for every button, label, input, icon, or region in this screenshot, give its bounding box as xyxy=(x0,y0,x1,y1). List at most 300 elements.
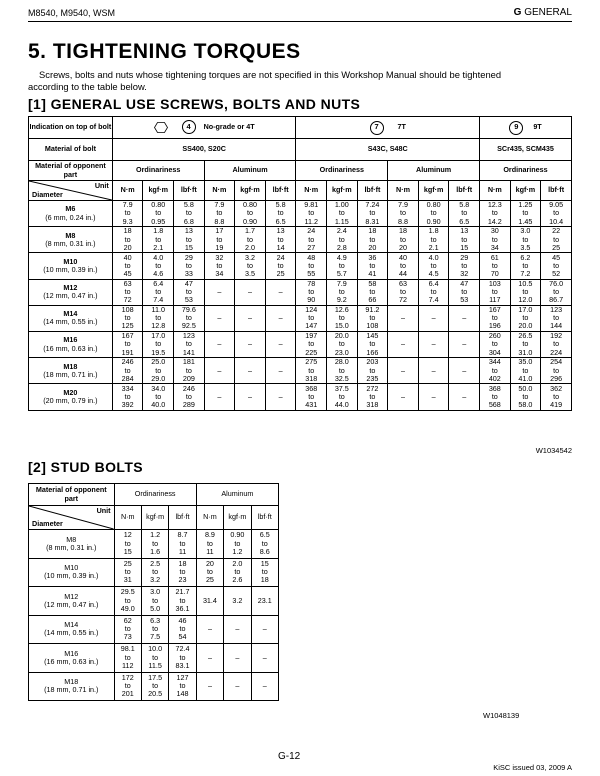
range-max: 1.6 xyxy=(150,546,161,556)
torque-cell: – xyxy=(265,384,296,410)
range-to: to xyxy=(553,391,560,401)
table-row xyxy=(29,587,279,616)
torque-cell xyxy=(388,279,419,305)
range-to: to xyxy=(400,208,407,218)
range-max: 5.0 xyxy=(150,603,161,613)
table-row xyxy=(29,305,572,331)
torque-cell xyxy=(114,644,141,673)
range-to: to xyxy=(491,287,498,297)
range-min: 17.0 xyxy=(518,305,533,315)
range-to: to xyxy=(124,652,131,662)
range-min: 40 xyxy=(399,252,408,262)
torque-cell: – xyxy=(224,672,251,701)
size-cell xyxy=(29,558,115,587)
torque-cell xyxy=(296,279,327,305)
range-to: to xyxy=(522,339,529,349)
range-to: to xyxy=(277,260,284,270)
range-to: to xyxy=(124,595,131,605)
chapter-header xyxy=(514,7,572,18)
range-min: 29 xyxy=(460,252,469,262)
range-to: to xyxy=(185,339,192,349)
range-min: 50.0 xyxy=(518,383,533,393)
range-to: to xyxy=(522,234,529,244)
range-min: 2.4 xyxy=(336,226,347,236)
range-min: 1.8 xyxy=(428,226,439,236)
range-max: 72 xyxy=(123,295,132,305)
table-row xyxy=(29,530,279,559)
size-label: M12 xyxy=(64,591,79,601)
torque-cell xyxy=(541,253,572,279)
range-min: 1.25 xyxy=(518,200,533,210)
hexagon-plain-icon xyxy=(154,122,168,133)
range-to: to xyxy=(369,287,376,297)
torque-cell: – xyxy=(196,615,223,644)
range-min: 11.0 xyxy=(151,305,165,315)
torque-cell xyxy=(541,279,572,305)
range-to: to xyxy=(338,260,345,270)
range-to: to xyxy=(553,365,560,375)
range-max: 166 xyxy=(366,347,379,357)
range-to: to xyxy=(185,365,192,375)
table-row xyxy=(29,279,572,305)
stud-unit-row xyxy=(29,506,279,530)
range-min: 272 xyxy=(366,383,379,393)
range-max: 41.0 xyxy=(518,373,533,383)
torque-cell xyxy=(510,279,541,305)
range-max: 72 xyxy=(399,295,408,305)
range-min: 91.2 xyxy=(365,305,380,315)
unit-lbfft: lbf·ft xyxy=(251,506,278,530)
range-to: to xyxy=(369,260,376,270)
range-min: 18 xyxy=(123,226,132,236)
opponent-material-row xyxy=(29,161,572,181)
range-to: to xyxy=(124,681,131,691)
range-max: 419 xyxy=(550,400,563,409)
range-max: 8.8 xyxy=(398,216,409,226)
range-max: 23 xyxy=(178,575,187,585)
size-desc: (10 mm, 0.39 in.) xyxy=(43,264,98,274)
range-min: 9.05 xyxy=(549,200,564,210)
range-max: 90 xyxy=(307,295,316,305)
range-min: 32 xyxy=(215,252,224,262)
torque-cell: – xyxy=(196,644,223,673)
range-min: 4.0 xyxy=(428,252,439,262)
range-to: to xyxy=(124,208,131,218)
opponent-label: Material of opponent part xyxy=(29,161,113,181)
range-to: to xyxy=(308,339,315,349)
torque-cell: – xyxy=(196,672,223,701)
range-min: 7.9 xyxy=(336,278,347,288)
unit-lbfft: lbf·ft xyxy=(174,181,205,201)
torque-cell: – xyxy=(251,644,278,673)
range-to: to xyxy=(277,208,284,218)
range-min: 13 xyxy=(276,226,285,236)
range-to: to xyxy=(185,260,192,270)
range-max: 8.31 xyxy=(365,216,380,226)
range-to: to xyxy=(553,208,560,218)
range-min: 7.9 xyxy=(398,200,409,210)
torque-cell xyxy=(235,253,266,279)
opponent-ordinariness: Ordinariness xyxy=(112,161,204,181)
stud-aluminum: Aluminum xyxy=(196,484,278,506)
chapter-name: GENERAL xyxy=(524,7,572,18)
unit-lbfft: lbf·ft xyxy=(541,181,572,201)
range-min: 18 xyxy=(368,226,377,236)
range-max: 53 xyxy=(184,295,193,305)
table-row xyxy=(29,672,279,701)
torque-cell xyxy=(449,227,480,253)
torque-cell xyxy=(112,305,143,331)
range-max: 20 xyxy=(123,242,132,252)
range-max: 14 xyxy=(276,242,285,252)
unit-kgfm: kgf·m xyxy=(327,181,358,201)
range-min: 124 xyxy=(305,305,318,315)
torque-cell xyxy=(114,530,141,559)
size-cell xyxy=(29,279,113,305)
table-row xyxy=(29,615,279,644)
torque-cell xyxy=(251,558,278,587)
range-max: 3.2 xyxy=(150,575,161,585)
torque-cell xyxy=(112,227,143,253)
torque-cell xyxy=(480,384,511,410)
table-2-code: W1048139 xyxy=(483,711,520,720)
range-min: 4.0 xyxy=(153,252,164,262)
torque-cell xyxy=(357,227,388,253)
torque-cell xyxy=(174,227,205,253)
range-max: 12.0 xyxy=(518,295,533,305)
range-to: to xyxy=(308,234,315,244)
range-max: 7.4 xyxy=(428,295,439,305)
size-cell xyxy=(29,253,113,279)
range-min: 254 xyxy=(550,357,563,367)
range-to: to xyxy=(308,208,315,218)
torque-cell: 3.2 xyxy=(224,587,251,616)
grade-4-circle-icon: 4 xyxy=(182,120,196,134)
range-max: 6.5 xyxy=(275,216,286,226)
range-max: 36.1 xyxy=(175,603,190,613)
range-min: 28.0 xyxy=(334,357,349,367)
range-max: 34 xyxy=(215,269,224,279)
table-row xyxy=(29,558,279,587)
range-max: 52 xyxy=(552,269,561,279)
torque-cell xyxy=(143,358,174,384)
torque-cell: – xyxy=(265,305,296,331)
range-max: 15 xyxy=(184,242,193,252)
range-to: to xyxy=(491,391,498,401)
range-to: to xyxy=(216,260,223,270)
subsection-stud-title: [2] STUD BOLTS xyxy=(28,459,144,475)
torque-cell xyxy=(480,227,511,253)
range-min: 4.9 xyxy=(336,252,347,262)
torque-cell xyxy=(169,587,196,616)
range-max: 45 xyxy=(123,269,132,279)
range-min: 17.5 xyxy=(148,672,163,682)
range-to: to xyxy=(461,234,468,244)
range-min: 13 xyxy=(184,226,193,236)
stud-unit-diameter-corner xyxy=(29,506,115,530)
range-max: 92.5 xyxy=(181,321,196,331)
torque-cell xyxy=(251,530,278,559)
torque-cell: – xyxy=(235,331,266,357)
range-to: to xyxy=(179,624,186,634)
size-desc: (18 mm, 0.71 in.) xyxy=(43,369,98,379)
range-min: 172 xyxy=(121,672,134,682)
torque-cell xyxy=(327,253,358,279)
torque-cell xyxy=(114,615,141,644)
bolt-material-row xyxy=(29,139,572,161)
table-1-code: W1034542 xyxy=(535,446,572,455)
torque-cell xyxy=(112,331,143,357)
range-max: 1.15 xyxy=(334,216,349,226)
range-min: 15 xyxy=(260,558,269,568)
range-max: 41 xyxy=(368,269,377,279)
range-min: 167 xyxy=(488,305,501,315)
torque-cell xyxy=(196,558,223,587)
size-label: M12 xyxy=(63,282,78,292)
torque-cell xyxy=(357,279,388,305)
range-max: 44 xyxy=(399,269,408,279)
torque-cell xyxy=(388,227,419,253)
range-to: to xyxy=(338,208,345,218)
range-min: 362 xyxy=(550,383,563,393)
range-min: 2.5 xyxy=(150,558,161,568)
mark-7-cell xyxy=(296,117,480,139)
torque-cell xyxy=(480,331,511,357)
torque-cell xyxy=(327,331,358,357)
table-row xyxy=(29,253,572,279)
torque-cell xyxy=(143,305,174,331)
range-max: 19.5 xyxy=(151,347,166,357)
range-max: 117 xyxy=(489,295,501,305)
table-row xyxy=(29,384,572,410)
range-min: 18 xyxy=(399,226,408,236)
range-max: 147 xyxy=(305,321,318,331)
size-desc: (12 mm, 0.47 in.) xyxy=(43,291,98,301)
range-min: 45 xyxy=(552,252,561,262)
range-max: 141 xyxy=(182,347,195,357)
torque-cell xyxy=(143,279,174,305)
range-max: 19 xyxy=(215,242,224,252)
torque-cell xyxy=(418,279,449,305)
opponent-aluminum: Aluminum xyxy=(204,161,296,181)
torque-cell xyxy=(114,558,141,587)
range-to: to xyxy=(461,260,468,270)
torque-cell xyxy=(357,201,388,227)
range-to: to xyxy=(155,287,162,297)
torque-cell xyxy=(235,227,266,253)
mark-9-cell xyxy=(480,117,572,139)
range-max: 0.90 xyxy=(426,216,441,226)
torque-cell: – xyxy=(418,358,449,384)
range-max: 25 xyxy=(205,575,214,585)
range-to: to xyxy=(308,313,315,323)
range-max: 3.5 xyxy=(245,269,256,279)
torque-cell: – xyxy=(235,358,266,384)
size-label: M8 xyxy=(65,230,76,240)
torque-cell xyxy=(296,227,327,253)
range-min: 1.8 xyxy=(153,226,164,236)
range-to: to xyxy=(491,339,498,349)
size-desc: (16 mm, 0.63 in.) xyxy=(43,343,98,353)
section-title: 5. TIGHTENING TORQUES xyxy=(28,40,301,63)
mark-none-cell xyxy=(112,117,296,139)
torque-cell xyxy=(174,253,205,279)
range-min: 12 xyxy=(123,530,132,540)
range-min: 167 xyxy=(121,331,134,341)
torque-cell: – xyxy=(265,331,296,357)
range-max: 31.0 xyxy=(518,347,533,357)
range-to: to xyxy=(491,234,498,244)
size-label: M8 xyxy=(66,534,77,544)
range-to: to xyxy=(369,391,376,401)
torque-cell xyxy=(388,201,419,227)
range-min: 10.5 xyxy=(518,278,533,288)
torque-cell xyxy=(114,587,141,616)
range-to: to xyxy=(522,313,529,323)
torque-cell xyxy=(510,227,541,253)
torque-cell xyxy=(224,530,251,559)
torque-cell xyxy=(357,384,388,410)
range-min: 3.0 xyxy=(520,226,531,236)
range-min: 246 xyxy=(121,357,134,367)
range-max: 15 xyxy=(123,546,132,556)
torque-cell: – xyxy=(449,384,480,410)
range-min: 7.9 xyxy=(122,200,133,210)
opponent-ordinariness: Ordinariness xyxy=(296,161,388,181)
size-desc: (10 mm, 0.39 in.) xyxy=(44,571,99,581)
torque-cell xyxy=(327,358,358,384)
range-min: 48 xyxy=(307,252,316,262)
torque-cell xyxy=(224,558,251,587)
range-to: to xyxy=(185,287,192,297)
range-min: 10.0 xyxy=(148,644,163,654)
torque-cell xyxy=(112,358,143,384)
range-min: 25.0 xyxy=(151,357,166,367)
torque-cell xyxy=(143,201,174,227)
range-to: to xyxy=(308,287,315,297)
torque-cell: – xyxy=(265,279,296,305)
range-max: 29.0 xyxy=(151,373,166,383)
range-max: 7.4 xyxy=(153,295,164,305)
range-min: 123 xyxy=(182,331,195,341)
unit-kgfm: kgf·m xyxy=(224,506,251,530)
range-to: to xyxy=(185,313,192,323)
range-min: 47 xyxy=(460,278,469,288)
range-to: to xyxy=(400,234,407,244)
torque-cell xyxy=(327,201,358,227)
torque-cell: – xyxy=(251,615,278,644)
range-to: to xyxy=(155,260,162,270)
indication-row xyxy=(29,117,572,139)
torque-cell xyxy=(141,672,168,701)
range-to: to xyxy=(308,260,315,270)
range-max: 25 xyxy=(276,269,285,279)
range-max: 201 xyxy=(121,689,134,699)
range-max: 6.8 xyxy=(183,216,194,226)
range-min: 25 xyxy=(123,558,132,568)
indication-label: Indication on top of bolt xyxy=(29,117,113,139)
range-max: 7.5 xyxy=(150,632,161,642)
size-cell xyxy=(29,305,113,331)
range-max: 70 xyxy=(490,269,499,279)
torque-cell xyxy=(204,201,235,227)
torque-cell: – xyxy=(449,331,480,357)
torque-cell xyxy=(112,201,143,227)
range-max: 58.0 xyxy=(518,400,533,409)
torque-cell xyxy=(480,279,511,305)
range-to: to xyxy=(152,681,159,691)
stud-ordinariness: Ordinariness xyxy=(114,484,196,506)
range-to: to xyxy=(179,595,186,605)
range-min: 7.9 xyxy=(214,200,225,210)
range-max: 12.8 xyxy=(151,321,166,331)
unit-kgfm: kgf·m xyxy=(418,181,449,201)
range-max: 15 xyxy=(460,242,469,252)
range-max: 296 xyxy=(550,373,563,383)
torque-cell xyxy=(541,384,572,410)
range-max: 44.0 xyxy=(334,400,349,409)
unit-nm: N·m xyxy=(112,181,143,201)
range-to: to xyxy=(179,652,186,662)
torque-cell xyxy=(541,201,572,227)
size-label: M14 xyxy=(64,620,79,630)
range-min: 46 xyxy=(178,615,187,625)
torque-cell xyxy=(141,558,168,587)
range-max: 20 xyxy=(399,242,408,252)
range-to: to xyxy=(206,567,213,577)
range-to: to xyxy=(338,365,345,375)
size-cell xyxy=(29,201,113,227)
range-min: 6.2 xyxy=(520,252,531,262)
range-min: 0.80 xyxy=(426,200,441,210)
range-to: to xyxy=(124,287,131,297)
range-to: to xyxy=(338,391,345,401)
range-min: 34.0 xyxy=(151,383,166,393)
torque-cell: 31.4 xyxy=(196,587,223,616)
range-min: 61 xyxy=(490,252,499,262)
range-max: 304 xyxy=(488,347,501,357)
torque-cell: – xyxy=(449,358,480,384)
range-min: 17 xyxy=(215,226,224,236)
torque-cell: – xyxy=(418,331,449,357)
torque-cell: – xyxy=(449,305,480,331)
range-to: to xyxy=(179,538,186,548)
torque-cell xyxy=(541,227,572,253)
range-min: 24 xyxy=(307,226,316,236)
range-max: 32.5 xyxy=(334,373,349,383)
range-max: 11.5 xyxy=(148,660,162,670)
range-to: to xyxy=(430,208,437,218)
range-max: 224 xyxy=(550,347,563,357)
torque-cell xyxy=(480,358,511,384)
range-to: to xyxy=(553,260,560,270)
range-max: 73 xyxy=(123,632,132,642)
range-to: to xyxy=(155,234,162,244)
range-max: 20.0 xyxy=(518,321,533,331)
range-min: 79.6 xyxy=(181,305,196,315)
range-min: 368 xyxy=(488,383,501,393)
range-to: to xyxy=(400,260,407,270)
range-min: 0.80 xyxy=(151,200,166,210)
mark-9-label: 9T xyxy=(533,122,542,132)
range-max: 112 xyxy=(122,660,134,670)
torque-cell xyxy=(510,384,541,410)
range-min: 13 xyxy=(460,226,469,236)
range-max: 3.5 xyxy=(520,242,531,252)
torque-cell xyxy=(357,253,388,279)
size-desc: (8 mm, 0.31 in.) xyxy=(45,238,96,248)
size-cell xyxy=(29,530,115,559)
